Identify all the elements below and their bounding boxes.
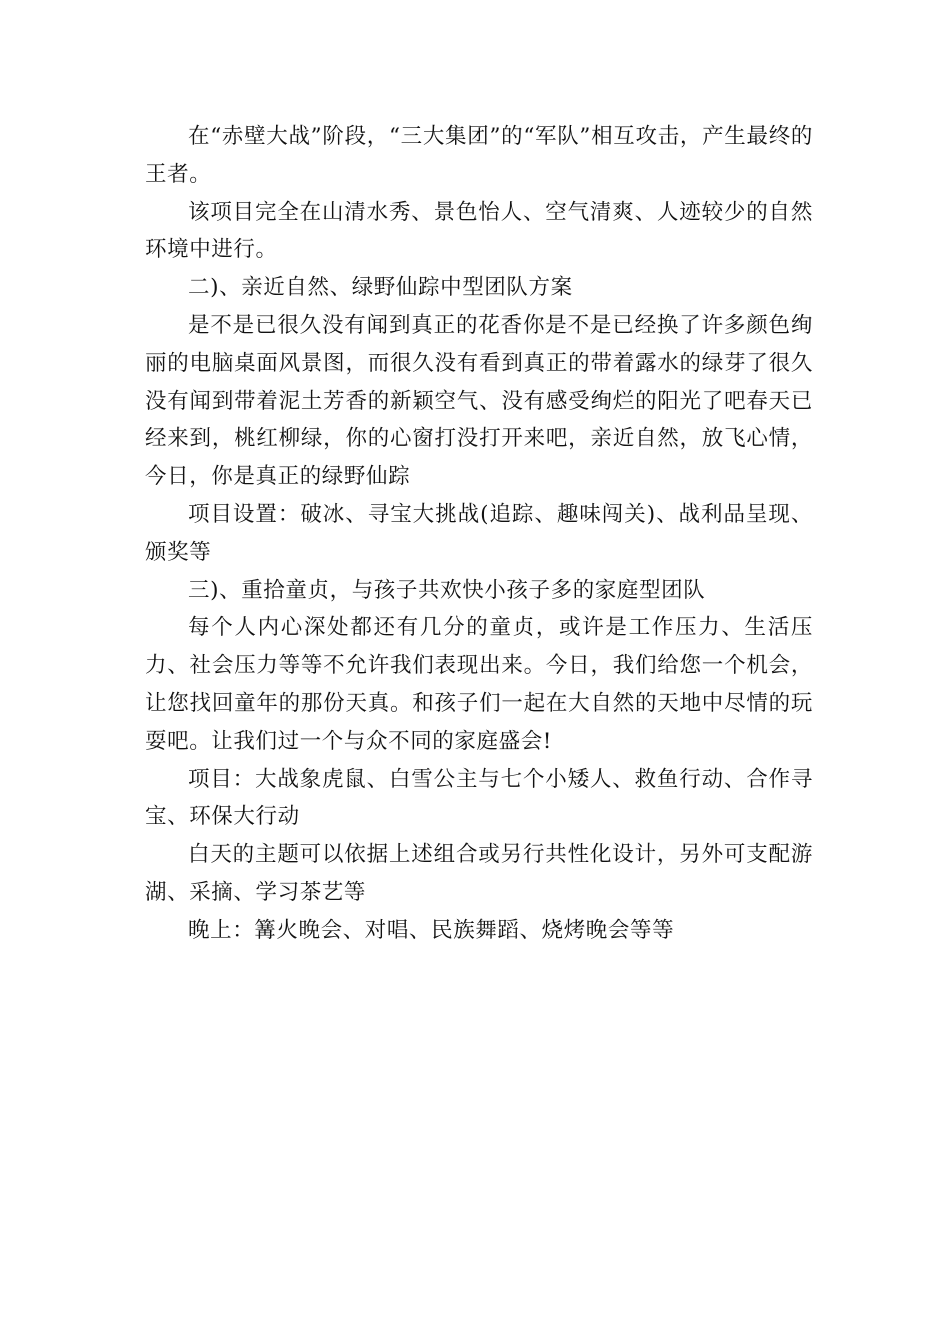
paragraph-daytime-themes: 白天的主题可以依据上述组合或另行共性化设计，另外可支配游湖、采摘、学习茶艺等 <box>145 842 813 905</box>
paragraph-project-settings: 项目设置：破冰、寻宝大挑战(追踪、趣味闯关)、战利品呈现、颁奖等 <box>145 501 813 565</box>
document-body <box>145 118 813 950</box>
paragraph-evening-activities: 晚上：篝火晚会、对唱、民族舞蹈、烧烤晚会等等 <box>188 917 675 943</box>
paragraph-chibi-battle: 在“赤壁大战”阶段，“三大集团”的“军队”相互攻击，产生最终的王者。 <box>145 124 813 187</box>
paragraph-family-intro: 每个人内心深处都还有几分的童贞，或许是工作压力、生活压力、社会压力等等不允许我们表现出来。今日，我们给您一个机会，让您找回童年的那份天真。和孩子们一起在大自然的天地中尽情的玩耍吧。让我们过一个与众不同的家庭盛会! <box>145 615 813 754</box>
paragraph-family-projects: 项目：大战象虎鼠、白雪公主与七个小矮人、救鱼行动、合作寻宝、环保大行动 <box>145 766 813 830</box>
section-heading-nature-team: 二)、亲近自然、绿野仙踪中型团队方案 <box>188 275 573 301</box>
paragraph-nature-intro: 是不是已很久没有闻到真正的花香你是不是已经换了许多颜色绚丽的电脑桌面风景图，而很久没有看到真正的带着露水的绿芽了很久没有闻到带着泥土芳香的新颖空气、没有感受绚烂的阳光了吧春天已经来到，桃红柳绿，你的心窗打没打开来吧，亲近自然，放飞心情，今日，你是真正的绿野仙踪 <box>145 312 813 490</box>
paragraph-natural-environment: 该项目完全在山清水秀、景色怡人、空气清爽、人迹较少的自然环境中进行。 <box>145 199 813 263</box>
section-heading-family-team: 三)、重拾童贞，与孩子共欢快小孩子多的家庭型团队 <box>188 577 706 603</box>
